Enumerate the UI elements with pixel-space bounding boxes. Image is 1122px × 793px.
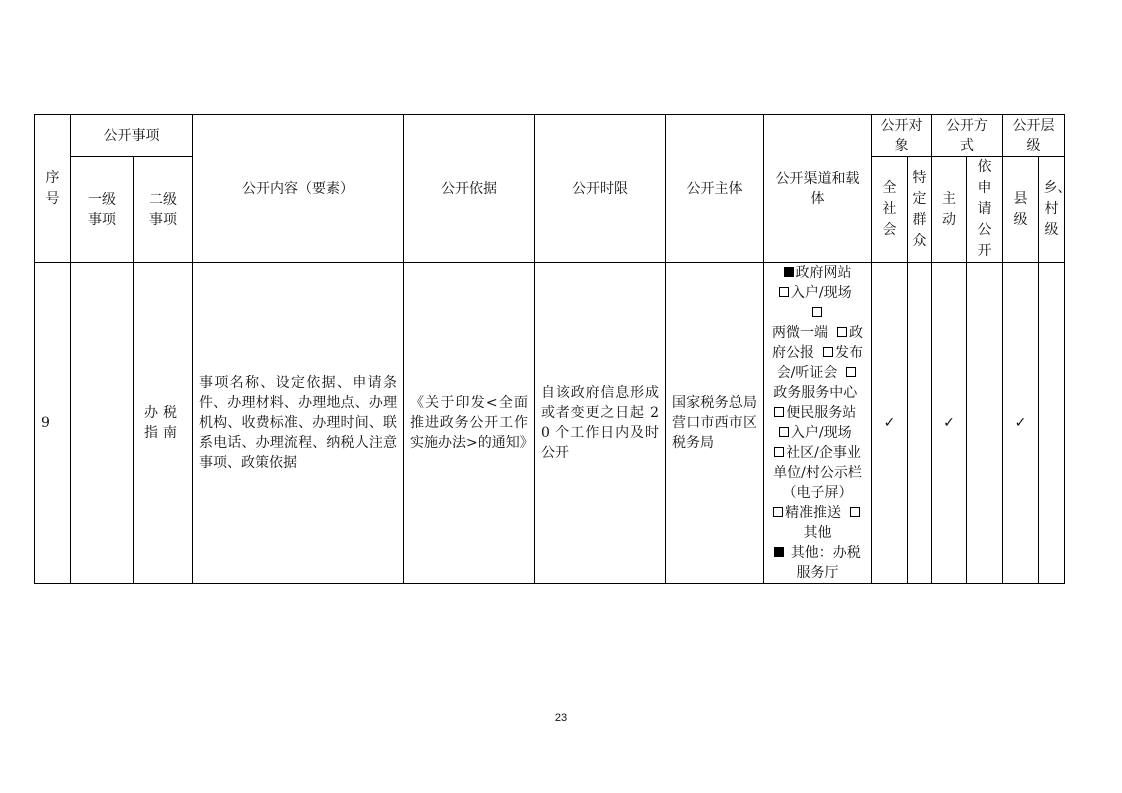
channel-item: 其他 bbox=[804, 505, 862, 541]
header-target-all: 全社会 bbox=[872, 157, 908, 263]
checkbox-empty-icon bbox=[837, 327, 847, 337]
row-tier-county: ✓ bbox=[1003, 263, 1039, 584]
checkbox-checked-icon bbox=[774, 547, 784, 557]
table-row bbox=[35, 263, 1065, 584]
row-level1 bbox=[71, 263, 134, 584]
header-tier-town: 乡、村级 bbox=[1039, 157, 1065, 263]
channel-item: 精准推送 bbox=[773, 505, 841, 521]
header-time-limit: 公开时限 bbox=[535, 115, 666, 263]
checkbox-empty-icon bbox=[774, 407, 784, 417]
checkbox-empty-icon bbox=[774, 447, 784, 457]
channel-item: 其他：办税服务厅 bbox=[774, 545, 860, 581]
header-seq: 序号 bbox=[35, 115, 71, 263]
checkbox-empty-icon bbox=[779, 427, 789, 437]
page-number: 23 bbox=[554, 712, 568, 724]
disclosure-table bbox=[34, 114, 1072, 584]
header-target-specific: 特定群众 bbox=[908, 157, 932, 263]
row-tier-town bbox=[1039, 263, 1065, 584]
row-level2: 办税指南 bbox=[134, 263, 193, 584]
channel-item: 社区/企事业单位/村公示栏（电子屏） bbox=[773, 445, 862, 501]
header-method-active: 主动 bbox=[932, 157, 967, 263]
header-level2: 二级事项 bbox=[134, 157, 193, 263]
row-time-limit: 自该政府信息形成或者变更之日起 20 个工作日内及时公开 bbox=[535, 263, 666, 584]
header-basis: 公开依据 bbox=[404, 115, 535, 263]
row-method-apply bbox=[967, 263, 1003, 584]
row-basis: 《关于印发<全面推进政务公开工作实施办法>的通知》 bbox=[404, 263, 535, 584]
channel-item: 政府公报 bbox=[772, 325, 863, 361]
header-subject: 公开主体 bbox=[666, 115, 764, 263]
checkbox-empty-icon bbox=[846, 367, 856, 377]
checkbox-checked-icon bbox=[784, 267, 794, 277]
row-target-specific bbox=[908, 263, 932, 584]
row-content: 事项名称、设定依据、申请条件、办理材料、办理地点、办理机构、收费标准、办理时间、联系电话、办理流程、纳税人注意事项、政策依据 bbox=[193, 263, 404, 584]
channel-item: 政务服务中心 bbox=[773, 365, 858, 401]
channel-item: 入户/现场 bbox=[779, 285, 852, 301]
header-channel: 公开渠道和载体 bbox=[764, 115, 872, 263]
header-tier-county: 县级 bbox=[1003, 157, 1039, 263]
row-target-all: ✓ bbox=[872, 263, 908, 584]
row-channels bbox=[764, 263, 872, 584]
channel-item bbox=[812, 305, 824, 321]
header-level1: 一级事项 bbox=[71, 157, 134, 263]
checkbox-empty-icon bbox=[823, 347, 833, 357]
channel-item: 便民服务站 bbox=[774, 405, 856, 421]
header-method: 公开方式 bbox=[932, 115, 1003, 157]
row-method-active: ✓ bbox=[932, 263, 967, 584]
header-content: 公开内容（要素） bbox=[193, 115, 404, 263]
checkbox-empty-icon bbox=[850, 507, 860, 517]
channel-item: 两微一端 bbox=[772, 325, 829, 341]
header-matters: 公开事项 bbox=[71, 115, 193, 157]
row-seq: 9 bbox=[35, 263, 71, 584]
row-subject: 国家税务总局营口市西市区税务局 bbox=[666, 263, 764, 584]
header-tier: 公开层级 bbox=[1003, 115, 1065, 157]
channel-item: 政府网站 bbox=[784, 265, 852, 281]
channel-item: 发布会/听证会 bbox=[776, 345, 863, 381]
checkbox-empty-icon bbox=[779, 287, 789, 297]
checkbox-empty-icon bbox=[812, 307, 822, 317]
checkbox-empty-icon bbox=[773, 507, 783, 517]
header-method-apply: 依申请公开 bbox=[967, 157, 1003, 263]
header-target: 公开对象 bbox=[872, 115, 932, 157]
channel-item: 入户/现场 bbox=[779, 425, 852, 441]
